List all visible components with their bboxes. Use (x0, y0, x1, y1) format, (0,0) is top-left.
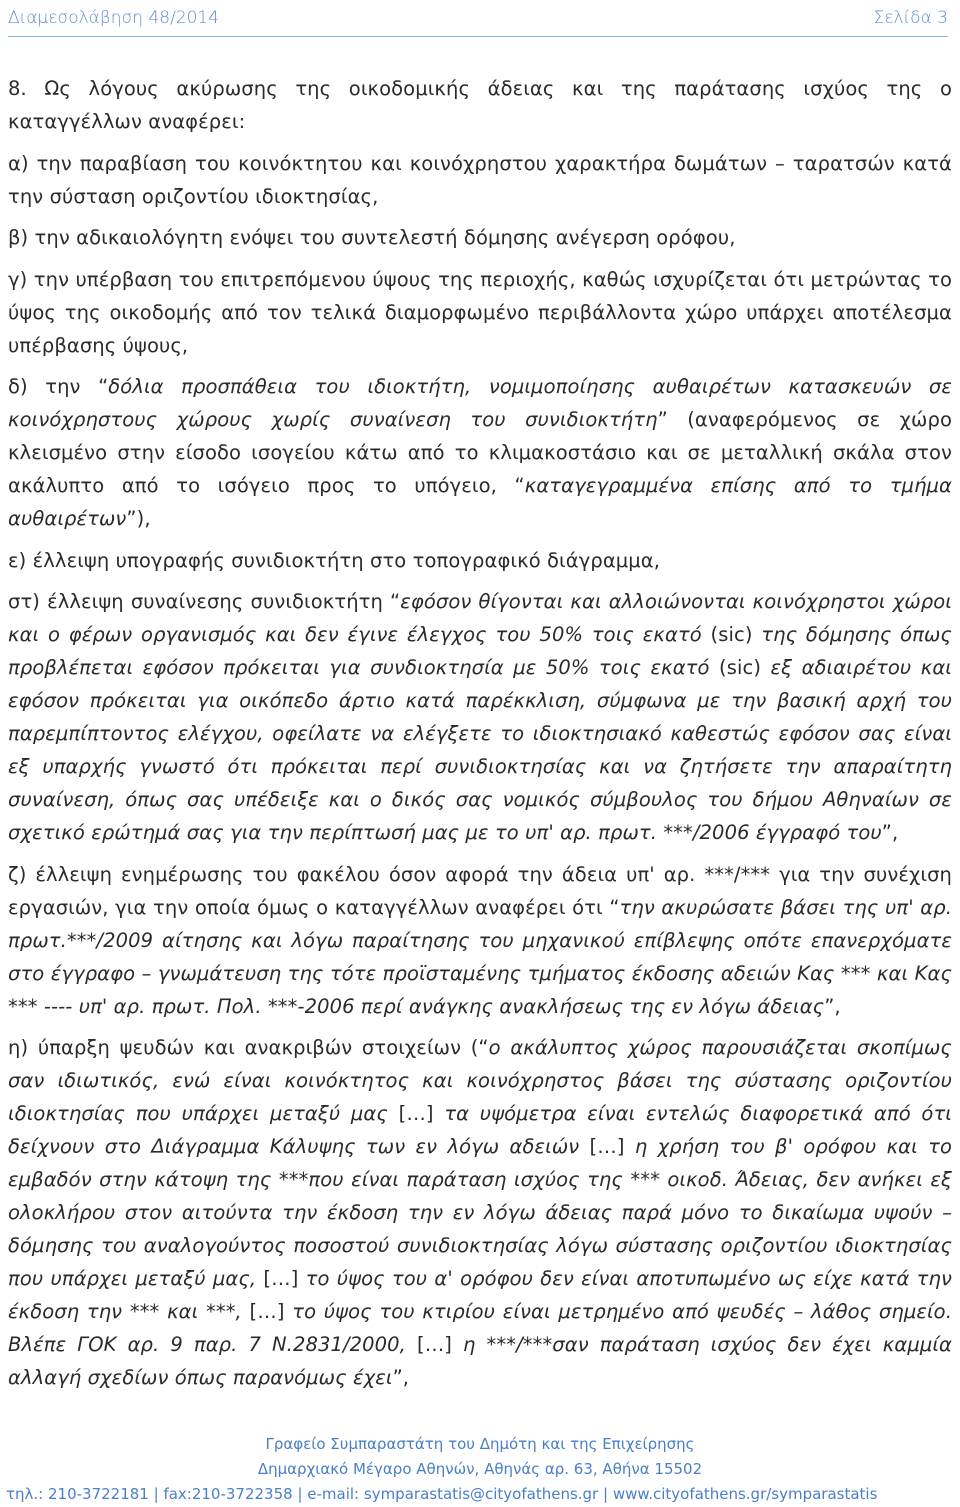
paragraph-text: ” (αναφερόμενος σε χώρο κλεισμένο στην είσοδο ισογείου κάτω από το κλιμακοστάσιο και σε μεταλλική σκάλα στον ακάλυπτο από το ισόγειο προς το υπόγειο, “ (8, 408, 952, 497)
paragraph-text: ζ) έλλειψη ενημέρωσης του φακέλου όσον αφορά την άδεια υπ' αρ. ***/*** για την συνέχιση εργασιών, για την οποία όμως ο καταγγέλλων αναφέρει ότι “ (8, 862, 952, 919)
quoted-text: η χρήση του β' ορόφου και το εμβαδόν στην κάτοψη της ***που είναι παράταση ισχύος της *** οικοδ. Άδειας, δεν ανήκει εξ ολοκλήρου στον αιτούντα την έκδοση την εν λόγω άδειας παρά μόνο το δικαίωμα υψούν – δόμησης του αναλογούντος ποσοστού συνιδιοκτησίας λόγω σύστασης οριζοντίου ιδιοκτησίας που υπάρχει μεταξύ μας, (8, 1135, 952, 1290)
paragraph-text: […] (387, 1102, 445, 1125)
paragraph-text: β) την αδικαιολόγητη ενόψει του συντελεστή δόμησης ανέγερση ορόφου, (8, 226, 736, 249)
quoted-text: το ύψος του α' ορόφου δεν είναι αποτυπωμένο ως είχε κατά την έκδοση την *** και ***, (8, 1267, 952, 1323)
paragraph (8, 1031, 952, 1394)
quoted-text: το ύψος του κτιρίου είναι μετρημένο από ψευδές – λάθος σημείο. Βλέπε ΓΟΚ αρ. 9 παρ. 7 Ν.2831/2000, (8, 1300, 952, 1356)
paragraph (8, 263, 952, 362)
paragraph (8, 544, 952, 577)
paragraph (8, 858, 952, 1023)
quoted-text: της δόμησης όπως προβλέπεται εφόσον πρόκειται για συνδιοκτησία με 50% τοις εκατό (8, 623, 952, 679)
paragraph-text: (sic) (701, 623, 762, 646)
paragraph-text: […] (579, 1135, 635, 1158)
quoted-text: δόλια προσπάθεια του ιδιοκτήτη, νομιμοποίησης αυθαιρέτων κατασκευών σε κοινόχρηστους χώρους χωρίς συναίνεση του συνιδιοκτήτη (8, 375, 952, 431)
quoted-text: ο ακάλυπτος χώρος παρουσιάζεται σκοπίμως σαν ιδιωτικός, ενώ είναι κοινόκτητος και κοινόχρηστος βάσει της σύστασης οριζοντίου ιδιοκτησίας που υπάρχει μεταξύ μας (8, 1036, 952, 1125)
quoted-text: την ακυρώσατε βάσει της υπ' αρ. πρωτ.***/2009 αίτησης και λόγω παραίτησης του μηχανικού επίβλεψης οπότε επανερχόματε στο έγγραφο – γνωμάτευση της τότε προϊσταμένης τμήματος έκδοσης αδειών Κας *** και Κας *** ---- υπ' αρ. πρωτ. Πολ. ***-2006 περί ανάγκης ανακλήσεως της εν λόγω άδειας (8, 895, 952, 1018)
paragraph (8, 147, 952, 213)
paragraph-text: 8. Ως λόγους ακύρωσης της οικοδομικής άδειας και της παράτασης ισχύος της ο καταγγέλλων αναφέρει: (8, 77, 952, 133)
paragraph (8, 72, 952, 138)
paragraph (8, 585, 952, 849)
quoted-text: καταγεγραμμένα επίσης από το τμήμα αυθαιρέτων (8, 474, 952, 530)
paragraph-text: (sic) (709, 656, 771, 679)
paragraph-text: δ) την “ (8, 375, 109, 398)
paragraph-text: στ) έλλειψη συναίνεσης συνιδιοκτήτη “ (8, 590, 401, 613)
paragraph-text: […] (405, 1333, 464, 1356)
paragraph-text: ”), (126, 507, 151, 530)
paragraph-text: η) ύπαρξη ψευδών και ανακριβών στοιχείων (“ (8, 1036, 489, 1059)
paragraph-text: ”, (824, 994, 841, 1018)
paragraph-text: ε) έλλειψη υπογραφής συνιδιοκτήτη στο τοπογραφικό διάγραμμα, (8, 548, 661, 572)
footer-address: Δημαρχιακό Μέγαρο Αθηνών, Αθηνάς αρ. 63, Αθήνα 15502 (257, 1460, 703, 1478)
paragraph-text: ”, (881, 821, 899, 844)
page-footer (0, 1432, 960, 1507)
paragraph-text: […] (241, 1300, 293, 1323)
quoted-text: εφόσον θίγονται και αλλοιώνονται κοινόχρηστοι χώροι και ο φέρων οργανισμός και δεν έγινε έλεγχος του 50% τοις εκατό (8, 590, 952, 646)
paragraph-text: ”, (392, 1366, 410, 1389)
quoted-text: η ***/***σαν παράταση ισχύος δεν έχει καμμία αλλαγή σχεδίων όπως παρανόμως έχει (8, 1333, 952, 1389)
footer-contact-line: τηλ.: 210-3722181 | fax:210-3722358 | e-mail: symparastatis@cityofathens.gr | www.cityofathens.gr/symparastatis (6, 1485, 878, 1503)
document-body (8, 72, 952, 1403)
paragraph-text: γ) την υπέρβαση του επιτρεπόμενου ύψους της περιοχής, καθώς ισχυρίζεται ότι μετρώντας το ύψος της οικοδομής από τον τελικά διαμορφωμένο περιβάλλοντα χώρο υπάρχει αποτέλεσμα υπέρβασης ύψους, (8, 267, 952, 357)
footer-office-name: Γραφείο Συμπαραστάτη του Δημότη και της Επιχείρησης (265, 1435, 695, 1453)
page-header (8, 0, 948, 37)
paragraph-text: α) την παραβίαση του κοινόκτητου και κοινόχρηστου χαρακτήρα δωμάτων – ταρατσών κατά την σύσταση οριζοντίου ιδιοκτησίας, (8, 151, 952, 208)
paragraph (8, 370, 952, 535)
paragraph (8, 221, 952, 254)
header-page-number: Σελίδα 3 (873, 8, 948, 28)
header-document-ref: Διαμεσολάβηση 48/2014 (8, 8, 220, 28)
paragraph-text: […] (256, 1267, 306, 1290)
quoted-text: τα υψόμετρα είναι εντελώς διαφορετικά από ότι δείχνουν στο Διάγραμμα Κάλυψης των εν λόγω αδειών (8, 1102, 952, 1158)
quoted-text: εξ αδιαιρέτου και εφόσον πρόκειται για οικόπεδο άρτιο κατά παρέκκλιση, σύμφωνα με την βασική αρχή του παρεμπίπτοντος ελέγχου, οφείλατε να ελέγξετε το ιδιοκτησιακό καθεστώς εφόσον σας είναι εξ υπαρχής γνωστό ότι πρόκειται περί συνιδιοκτησίας και να ζητήσετε την απαραίτητη συναίνεση, όπως σας υπέδειξε και ο δικός σας νομικός σύμβουλος του δήμου Αθηναίων σε σχετικό ερώτημά σας για την περίπτωσή μας με το υπ' αρ. πρωτ. ***/2006 έγγραφό του (8, 656, 952, 844)
